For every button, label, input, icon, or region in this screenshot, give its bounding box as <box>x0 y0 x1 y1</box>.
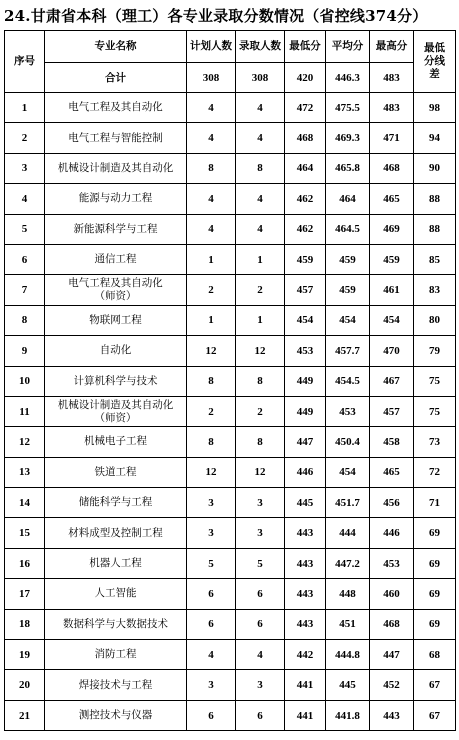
row-min-score: 449 <box>285 366 326 396</box>
row-avg-score: 447.2 <box>326 548 370 578</box>
row-min-score: 468 <box>285 123 326 153</box>
row-index: 4 <box>5 184 45 214</box>
row-planned: 3 <box>187 670 236 700</box>
row-avg-score: 448 <box>326 579 370 609</box>
row-min-score: 447 <box>285 427 326 457</box>
row-admitted: 3 <box>236 488 285 518</box>
header-min-diff: 最低分线差 <box>414 31 456 93</box>
row-max-score: 471 <box>370 123 414 153</box>
row-min-score: 459 <box>285 244 326 274</box>
document-title: 24.甘肃省本科（理工）各专业录取分数情况（省控线374分） <box>4 7 428 25</box>
table-row <box>5 366 456 396</box>
row-min-score: 472 <box>285 93 326 123</box>
row-min-diff: 75 <box>414 396 456 426</box>
row-max-score: 465 <box>370 457 414 487</box>
row-planned: 2 <box>187 275 236 305</box>
table-row <box>5 700 456 730</box>
row-max-score: 452 <box>370 670 414 700</box>
row-min-score: 457 <box>285 275 326 305</box>
total-planned: 308 <box>187 63 236 93</box>
row-major: 电气工程及其自动化 （师资） <box>45 275 187 305</box>
row-min-score: 454 <box>285 305 326 335</box>
row-avg-score: 441.8 <box>326 700 370 730</box>
row-planned: 6 <box>187 579 236 609</box>
row-index: 19 <box>5 640 45 670</box>
row-index: 11 <box>5 396 45 426</box>
row-admitted: 2 <box>236 396 285 426</box>
row-min-diff: 75 <box>414 366 456 396</box>
row-avg-score: 454.5 <box>326 366 370 396</box>
row-min-diff: 72 <box>414 457 456 487</box>
row-admitted: 3 <box>236 670 285 700</box>
row-avg-score: 453 <box>326 396 370 426</box>
row-max-score: 460 <box>370 579 414 609</box>
table-row <box>5 153 456 183</box>
row-avg-score: 454 <box>326 457 370 487</box>
table-row <box>5 123 456 153</box>
row-min-diff: 69 <box>414 609 456 639</box>
row-index: 17 <box>5 579 45 609</box>
row-admitted: 6 <box>236 579 285 609</box>
table-row <box>5 336 456 366</box>
table-row <box>5 488 456 518</box>
row-min-diff: 83 <box>414 275 456 305</box>
row-planned: 4 <box>187 640 236 670</box>
row-max-score: 461 <box>370 275 414 305</box>
row-min-score: 445 <box>285 488 326 518</box>
row-major: 铁道工程 <box>45 457 187 487</box>
row-min-diff: 68 <box>414 640 456 670</box>
total-min-score: 420 <box>285 63 326 93</box>
row-planned: 6 <box>187 609 236 639</box>
row-index: 6 <box>5 244 45 274</box>
row-max-score: 456 <box>370 488 414 518</box>
row-avg-score: 445 <box>326 670 370 700</box>
row-min-score: 442 <box>285 640 326 670</box>
row-index: 20 <box>5 670 45 700</box>
row-planned: 2 <box>187 396 236 426</box>
header-planned: 计划人数 <box>187 31 236 63</box>
row-major: 机械设计制造及其自动化 （师资） <box>45 396 187 426</box>
row-min-diff: 94 <box>414 123 456 153</box>
total-avg-score: 446.3 <box>326 63 370 93</box>
row-min-score: 462 <box>285 184 326 214</box>
row-index: 14 <box>5 488 45 518</box>
row-index: 3 <box>5 153 45 183</box>
row-max-score: 443 <box>370 700 414 730</box>
row-avg-score: 465.8 <box>326 153 370 183</box>
row-max-score: 446 <box>370 518 414 548</box>
row-admitted: 5 <box>236 548 285 578</box>
row-planned: 12 <box>187 457 236 487</box>
row-avg-score: 459 <box>326 244 370 274</box>
row-avg-score: 451 <box>326 609 370 639</box>
row-planned: 8 <box>187 153 236 183</box>
row-admitted: 4 <box>236 184 285 214</box>
row-major: 焊接技术与工程 <box>45 670 187 700</box>
row-planned: 8 <box>187 366 236 396</box>
table-row <box>5 214 456 244</box>
row-admitted: 8 <box>236 153 285 183</box>
row-major: 消防工程 <box>45 640 187 670</box>
total-admitted: 308 <box>236 63 285 93</box>
row-min-score: 443 <box>285 579 326 609</box>
row-avg-score: 450.4 <box>326 427 370 457</box>
table-row <box>5 579 456 609</box>
table-row <box>5 184 456 214</box>
row-planned: 3 <box>187 488 236 518</box>
row-index: 18 <box>5 609 45 639</box>
row-planned: 4 <box>187 184 236 214</box>
row-index: 16 <box>5 548 45 578</box>
row-avg-score: 464.5 <box>326 214 370 244</box>
row-avg-score: 454 <box>326 305 370 335</box>
row-planned: 12 <box>187 336 236 366</box>
header-major: 专业名称 <box>45 31 187 63</box>
row-major: 材料成型及控制工程 <box>45 518 187 548</box>
total-row <box>5 63 456 93</box>
row-avg-score: 459 <box>326 275 370 305</box>
table-row <box>5 427 456 457</box>
row-max-score: 459 <box>370 244 414 274</box>
row-min-score: 443 <box>285 548 326 578</box>
total-max-score: 483 <box>370 63 414 93</box>
header-row <box>5 31 456 63</box>
row-max-score: 453 <box>370 548 414 578</box>
row-max-score: 458 <box>370 427 414 457</box>
row-avg-score: 444 <box>326 518 370 548</box>
row-max-score: 447 <box>370 640 414 670</box>
row-admitted: 1 <box>236 305 285 335</box>
row-major: 储能科学与工程 <box>45 488 187 518</box>
row-max-score: 483 <box>370 93 414 123</box>
row-index: 5 <box>5 214 45 244</box>
row-min-diff: 98 <box>414 93 456 123</box>
row-min-diff: 88 <box>414 184 456 214</box>
header-admitted: 录取人数 <box>236 31 285 63</box>
row-major: 机器人工程 <box>45 548 187 578</box>
row-major: 机械电子工程 <box>45 427 187 457</box>
header-min-score: 最低分 <box>285 31 326 63</box>
row-avg-score: 464 <box>326 184 370 214</box>
row-planned: 4 <box>187 93 236 123</box>
row-admitted: 2 <box>236 275 285 305</box>
row-index: 10 <box>5 366 45 396</box>
row-min-diff: 90 <box>414 153 456 183</box>
header-max-score: 最高分 <box>370 31 414 63</box>
table-row <box>5 609 456 639</box>
row-major: 计算机科学与技术 <box>45 366 187 396</box>
row-planned: 4 <box>187 214 236 244</box>
row-admitted: 8 <box>236 366 285 396</box>
row-major: 自动化 <box>45 336 187 366</box>
row-min-diff: 69 <box>414 579 456 609</box>
row-admitted: 8 <box>236 427 285 457</box>
row-avg-score: 469.3 <box>326 123 370 153</box>
row-max-score: 468 <box>370 609 414 639</box>
row-min-diff: 71 <box>414 488 456 518</box>
row-major: 人工智能 <box>45 579 187 609</box>
row-index: 2 <box>5 123 45 153</box>
row-max-score: 465 <box>370 184 414 214</box>
row-max-score: 454 <box>370 305 414 335</box>
row-admitted: 3 <box>236 518 285 548</box>
header-index: 序号 <box>5 31 45 93</box>
row-index: 7 <box>5 275 45 305</box>
row-max-score: 457 <box>370 396 414 426</box>
row-index: 13 <box>5 457 45 487</box>
row-admitted: 12 <box>236 336 285 366</box>
row-min-score: 462 <box>285 214 326 244</box>
table-row <box>5 305 456 335</box>
row-planned: 1 <box>187 305 236 335</box>
row-planned: 6 <box>187 700 236 730</box>
row-admitted: 4 <box>236 214 285 244</box>
row-min-diff: 80 <box>414 305 456 335</box>
row-min-diff: 69 <box>414 548 456 578</box>
row-max-score: 470 <box>370 336 414 366</box>
row-max-score: 467 <box>370 366 414 396</box>
table-row <box>5 457 456 487</box>
row-avg-score: 444.8 <box>326 640 370 670</box>
row-admitted: 6 <box>236 700 285 730</box>
row-index: 8 <box>5 305 45 335</box>
table-row <box>5 548 456 578</box>
table-row <box>5 640 456 670</box>
row-admitted: 4 <box>236 640 285 670</box>
row-min-score: 464 <box>285 153 326 183</box>
row-major: 电气工程及其自动化 <box>45 93 187 123</box>
row-min-score: 449 <box>285 396 326 426</box>
row-admitted: 4 <box>236 93 285 123</box>
header-avg-score: 平均分 <box>326 31 370 63</box>
row-min-diff: 85 <box>414 244 456 274</box>
row-major: 机械设计制造及其自动化 <box>45 153 187 183</box>
row-major: 物联网工程 <box>45 305 187 335</box>
row-min-score: 453 <box>285 336 326 366</box>
row-avg-score: 451.7 <box>326 488 370 518</box>
row-major: 电气工程与智能控制 <box>45 123 187 153</box>
row-index: 1 <box>5 93 45 123</box>
row-min-diff: 73 <box>414 427 456 457</box>
row-planned: 5 <box>187 548 236 578</box>
row-min-score: 441 <box>285 700 326 730</box>
row-planned: 3 <box>187 518 236 548</box>
row-admitted: 12 <box>236 457 285 487</box>
row-max-score: 468 <box>370 153 414 183</box>
row-index: 9 <box>5 336 45 366</box>
row-major: 新能源科学与工程 <box>45 214 187 244</box>
row-min-diff: 69 <box>414 518 456 548</box>
row-min-diff: 67 <box>414 670 456 700</box>
row-avg-score: 457.7 <box>326 336 370 366</box>
table-row <box>5 670 456 700</box>
row-min-diff: 79 <box>414 336 456 366</box>
row-planned: 4 <box>187 123 236 153</box>
table-row <box>5 518 456 548</box>
row-min-diff: 88 <box>414 214 456 244</box>
row-planned: 1 <box>187 244 236 274</box>
row-min-diff: 67 <box>414 700 456 730</box>
table-row <box>5 93 456 123</box>
total-label: 合计 <box>45 63 187 93</box>
row-major: 能源与动力工程 <box>45 184 187 214</box>
row-major: 数据科学与大数据技术 <box>45 609 187 639</box>
table-row <box>5 396 456 426</box>
row-index: 21 <box>5 700 45 730</box>
table-row <box>5 275 456 305</box>
row-admitted: 1 <box>236 244 285 274</box>
row-min-score: 443 <box>285 609 326 639</box>
row-index: 15 <box>5 518 45 548</box>
row-admitted: 6 <box>236 609 285 639</box>
row-major: 测控技术与仪器 <box>45 700 187 730</box>
row-min-score: 443 <box>285 518 326 548</box>
row-planned: 8 <box>187 427 236 457</box>
row-major: 通信工程 <box>45 244 187 274</box>
row-index: 12 <box>5 427 45 457</box>
admission-score-table <box>4 30 456 731</box>
row-avg-score: 475.5 <box>326 93 370 123</box>
row-max-score: 469 <box>370 214 414 244</box>
table-row <box>5 244 456 274</box>
row-min-score: 446 <box>285 457 326 487</box>
row-min-score: 441 <box>285 670 326 700</box>
row-admitted: 4 <box>236 123 285 153</box>
